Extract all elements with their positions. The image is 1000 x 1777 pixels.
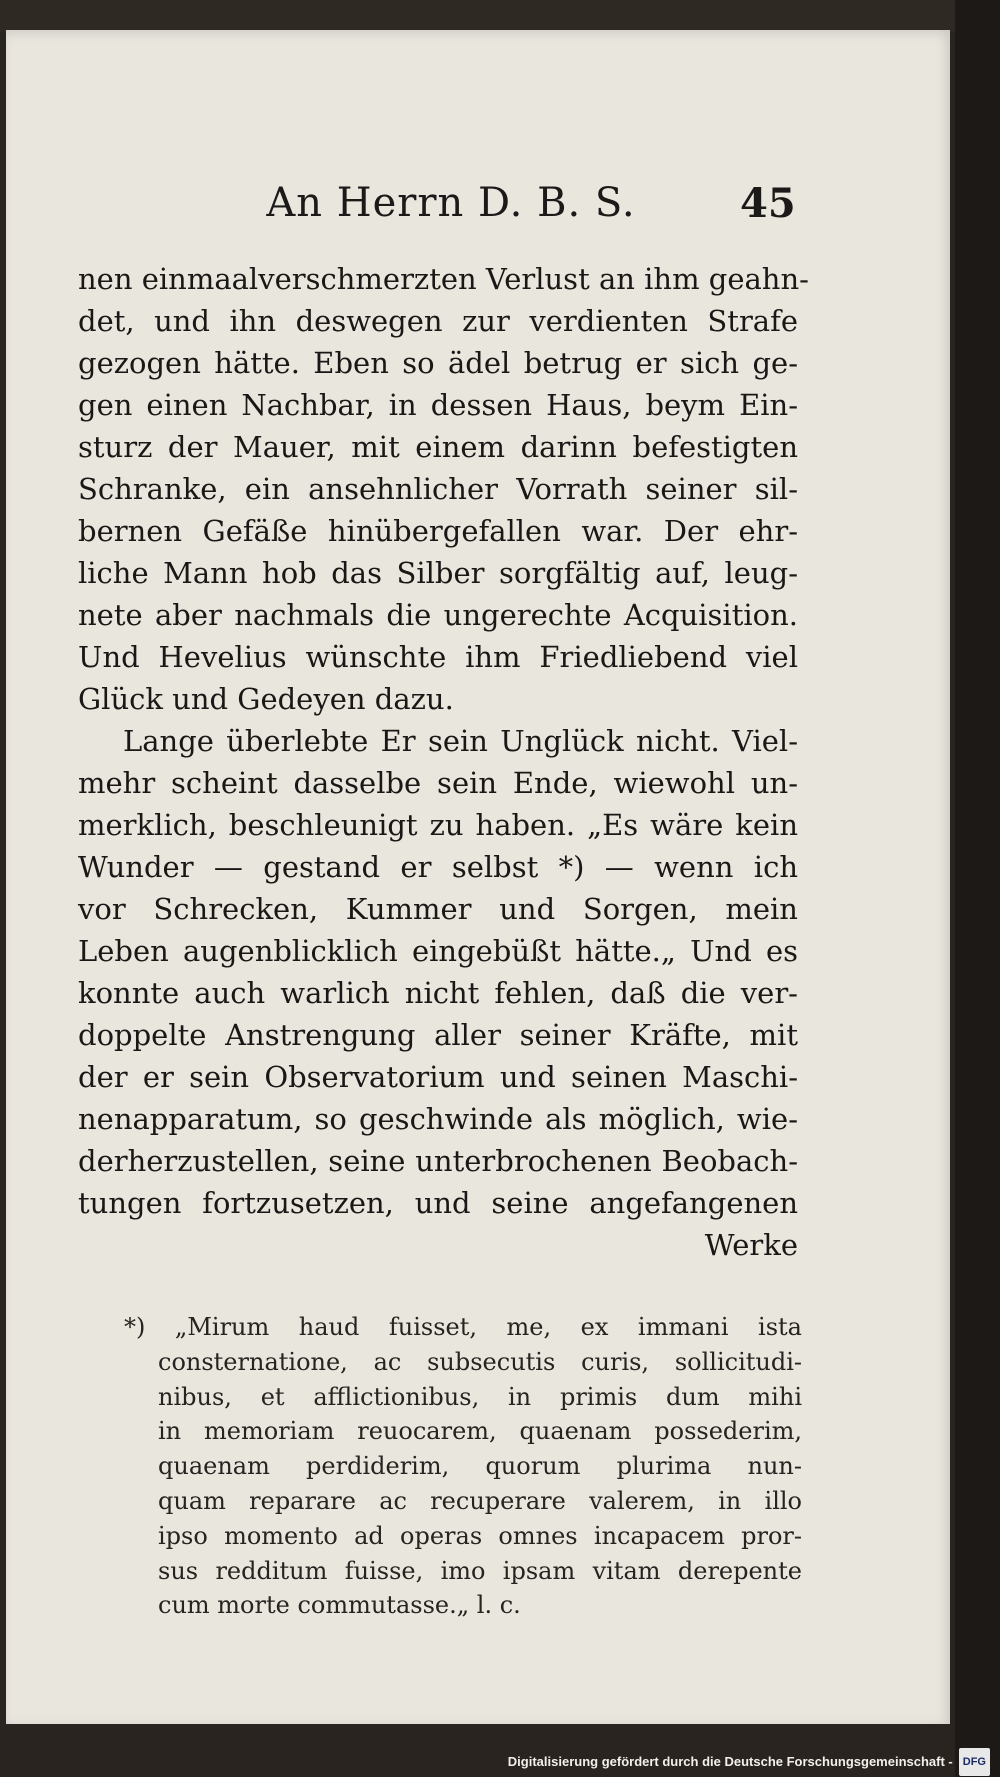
page-number: 45 — [740, 180, 796, 227]
footnote-line: *) „Mirum haud fuisset, me, ex immani ista — [124, 1313, 802, 1341]
text-line: Wunder — gestand er selbst *) — wenn ich — [78, 850, 798, 884]
catchword: Werke — [704, 1228, 798, 1262]
text-line: doppelte Anstrengung aller seiner Kräfte, mit — [78, 1018, 798, 1052]
footnote-line: sus redditum fuisse, imo ipsam vitam derepente — [158, 1556, 802, 1585]
book-page — [6, 30, 950, 1724]
footnote — [116, 1310, 802, 1623]
text-line: Schranke, ein ansehnlicher Vorrath seiner sil- — [78, 472, 798, 506]
text-line: konnte auch warlich nicht fehlen, daß die ver- — [78, 976, 798, 1010]
text-line: mehr scheint dasselbe sein Ende, wiewohl un- — [78, 766, 798, 800]
running-title: An Herrn D. B. S. — [266, 180, 636, 226]
text-line: sturz der Mauer, mit einem darinn befestigten — [78, 430, 798, 464]
text-line: det, und ihn deswegen zur verdienten Strafe — [78, 304, 798, 338]
text-line: gen einen Nachbar, in dessen Haus, beym Ein- — [78, 388, 798, 422]
footnote-line: quam reparare ac recuperare valerem, in illo — [158, 1486, 802, 1515]
credit-text: Digitalisierung gefördert durch die Deutsche Forschungsgemeinschaft - — [507, 1754, 953, 1769]
text-line: Leben augenblicklich eingebüßt hätte.„ Und es — [78, 934, 798, 968]
text-line: der er sein Observatorium und seinen Maschi- — [78, 1060, 798, 1094]
text-line: Lange überlebte Er sein Unglück nicht. Viel- — [123, 724, 798, 758]
footnote-line: nibus, et afflictionibus, in primis dum mihi — [158, 1382, 802, 1411]
scan-background-right — [955, 0, 1000, 1777]
text-line: liche Mann hob das Silber sorgfältig auf, leug- — [78, 556, 798, 590]
scan-background-top — [0, 0, 1000, 32]
footnote-line: ipso momento ad operas omnes incapacem pror- — [158, 1521, 802, 1550]
main-text — [78, 258, 809, 1266]
footnote-line: consternatione, ac subsecutis curis, sollicitudi- — [158, 1347, 802, 1376]
text-line: derherzustellen, seine unterbrochenen Beobach- — [78, 1144, 798, 1178]
text-line: vor Schrecken, Kummer und Sorgen, mein — [78, 892, 798, 926]
footnote-line: in memoriam reuocarem, quaenam possederim, — [158, 1417, 802, 1446]
text-line: gezogen hätte. Eben so ädel betrug er sich ge- — [78, 346, 798, 380]
text-line: merklich, beschleunigt zu haben. „Es wäre kein — [78, 808, 798, 842]
text-line: bernen Gefäße hinübergefallen war. Der ehr- — [78, 514, 798, 548]
footnote-line: cum morte commutasse.„ l. c. — [158, 1591, 521, 1620]
digitization-credit — [508, 1749, 990, 1775]
text-line: nete aber nachmals die ungerechte Acquisition. — [78, 598, 798, 632]
text-line: nenapparatum, so geschwinde als möglich, wie- — [78, 1102, 798, 1136]
text-line: nen einmaalverschmerzten Verlust an ihm geahn- — [78, 262, 809, 296]
text-line: Glück und Gedeyen dazu. — [78, 682, 454, 716]
dfg-logo-icon: DFG — [959, 1748, 990, 1776]
footnote-line: quaenam perdiderim, quorum plurima nun- — [158, 1452, 802, 1481]
running-header — [6, 180, 950, 230]
text-line: Und Hevelius wünschte ihm Friedliebend viel — [78, 640, 798, 674]
text-line: tungen fortzusetzen, und seine angefangenen — [78, 1186, 798, 1220]
